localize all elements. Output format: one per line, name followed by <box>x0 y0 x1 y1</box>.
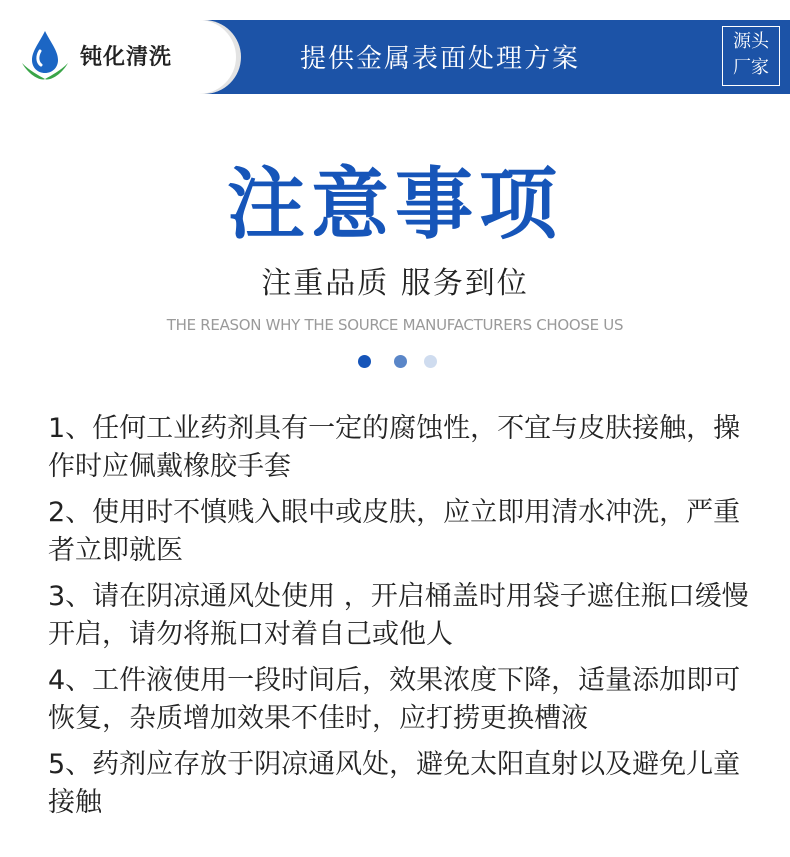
page-subtitle: 注重品质 服务到位 <box>261 266 529 301</box>
dot-1 <box>358 355 371 368</box>
page-title: 注意事项 <box>226 160 563 250</box>
note-item-2: 2、使用时不慎贱入眼中或皮肤，应立即用清水冲洗，严重者立即就医 <box>48 497 741 566</box>
carousel-dots <box>358 355 448 369</box>
logo-tab <box>0 20 236 94</box>
header-banner <box>0 0 790 96</box>
source-factory-badge <box>722 26 780 86</box>
note-item-1: 1、任何工业药剂具有一定的腐蚀性，不宜与皮肤接触，操作时应佩戴橡胶手套 <box>48 413 741 482</box>
water-drop-logo-icon <box>20 29 70 85</box>
header-slogan: 提供金属表面处理方案 <box>300 44 581 74</box>
note-item-5: 5、药剂应存放于阴凉通风处，避免太阳直射以及避免儿童接触 <box>48 749 741 818</box>
note-item-4: 4、工件液使用一段时间后，效果浓度下降，适量添加即可恢复，杂质增加效果不佳时，应打捞更换槽液 <box>48 665 741 734</box>
dot-3 <box>424 355 437 368</box>
notes-list <box>48 410 764 830</box>
note-item-3: 3、请在阴凉通风处使用 ，开启桶盖时用袋子遮住瓶口缓慢开启，请勿将瓶口对着自己或他人 <box>48 581 749 650</box>
badge-line-1: 源头 <box>733 31 769 52</box>
brand-name: 钝化清洗 <box>80 45 173 70</box>
badge-line-2: 厂家 <box>733 57 769 78</box>
english-tagline: THE REASON WHY THE SOURCE MANUFACTURERS CHOOSE US <box>166 316 624 334</box>
dot-2 <box>394 355 407 368</box>
